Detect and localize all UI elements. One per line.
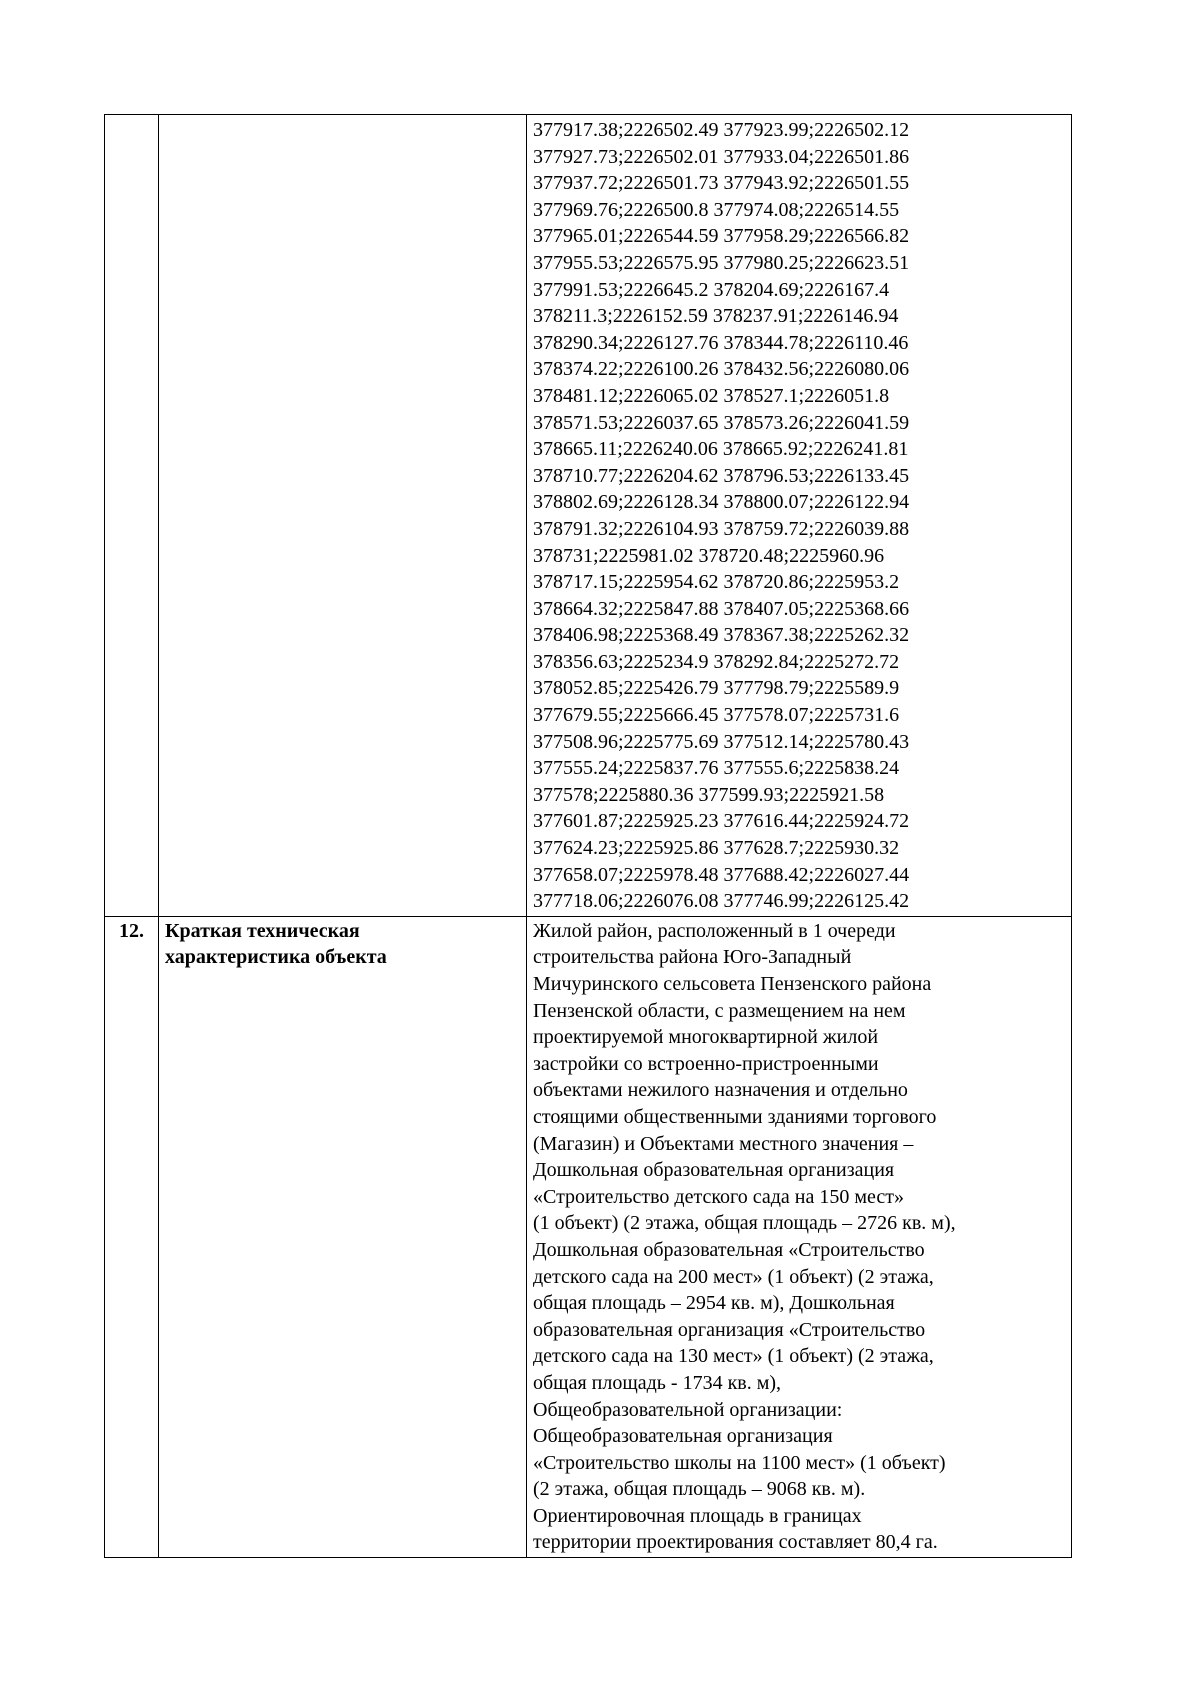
description-line: Пензенской области, с размещением на нем [533,999,906,1022]
row-name-cell [159,916,527,1557]
description-line: общая площадь – 2954 кв. м), Дошкольная [533,1292,895,1315]
coordinate-line: 377679.55;2225666.45 377578.07;2225731.6 [533,704,900,727]
coordinate-line: 378481.12;2226065.02 378527.1;2226051.8 [533,384,890,407]
coordinate-line: 377624.23;2225925.86 377628.7;2225930.32 [533,837,900,860]
coordinate-line: 378791.32;2226104.93 378759.72;2226039.88 [533,517,910,540]
coordinate-line: 378290.34;2226127.76 378344.78;2226110.46 [533,331,909,354]
coordinate-line: 377658.07;2225978.48 377688.42;2226027.44 [533,863,910,886]
coordinate-line: 377917.38;2226502.49 377923.99;2226502.12 [533,119,910,141]
coordinate-line: 378211.3;2226152.59 378237.91;2226146.94 [533,305,899,328]
description-line: детского сада на 130 мест» (1 объект) (2 этажа, [533,1345,934,1368]
coordinate-line: 377965.01;2226544.59 377958.29;2226566.82 [533,225,910,248]
row-number-cell: 12. [105,916,159,1557]
description-line: строительства района Юго-Западный [533,946,852,969]
coordinate-line: 378052.85;2225426.79 377798.79;2225589.9 [533,677,900,700]
coordinate-line: 377991.53;2226645.2 378204.69;2226167.4 [533,278,890,301]
coordinate-line: 377555.24;2225837.76 377555.6;2225838.24 [533,757,900,780]
table-row-coordinates [105,115,1072,917]
coordinate-line: 378717.15;2225954.62 378720.86;2225953.2 [533,571,900,594]
description-line: (2 этажа, общая площадь – 9068 кв. м). [533,1478,866,1501]
table-row-technical-characteristics [105,916,1072,1557]
coordinate-line: 378665.11;2226240.06 378665.92;2226241.81 [533,438,909,461]
coordinate-line: 378406.98;2225368.49 378367.38;2225262.32 [533,624,910,647]
coordinate-line: 378571.53;2226037.65 378573.26;2226041.59 [533,411,910,434]
description-line: Мичуринского сельсовета Пензенского района [533,973,932,995]
description-line: «Строительство детского сада на 150 мест» [533,1185,905,1208]
coordinate-line: 377927.73;2226502.01 377933.04;2226501.86 [533,145,910,168]
description-line: образовательная организация «Строительство [533,1318,926,1341]
coordinate-line: 377955.53;2226575.95 377980.25;2226623.51 [533,251,910,274]
description-line: «Строительство школы на 1100 мест» (1 объект) [533,1451,946,1474]
row-name-line: характеристика объекта [165,946,387,969]
row-name-line: Краткая техническая [165,919,360,942]
description-line: Жилой район, расположенный в 1 очереди [533,919,896,942]
coordinate-line: 377578;2225880.36 377599.93;2225921.58 [533,783,885,806]
description-line: (1 объект) (2 этажа, общая площадь – 2726 кв. м), [533,1212,956,1235]
coordinate-line: 378356.63;2225234.9 378292.84;2225272.72 [533,650,900,673]
description-line: территории проектирования составляет 80,4 га. [533,1531,938,1554]
coordinate-line: 377969.76;2226500.8 377974.08;2226514.55 [533,198,900,221]
coordinate-line: 377937.72;2226501.73 377943.92;2226501.55 [533,172,910,195]
coordinate-line: 378731;2225981.02 378720.48;2225960.96 [533,544,885,567]
description-line: стоящими общественными зданиями торгового [533,1105,937,1128]
description-line: (Магазин) и Объектами местного значения – [533,1132,914,1155]
coordinate-line: 378710.77;2226204.62 378796.53;2226133.45 [533,464,910,487]
description-line: Дошкольная образовательная «Строительство [533,1238,925,1261]
coordinates-cell [527,115,1072,917]
coordinate-line: 378374.22;2226100.26 378432.56;2226080.06 [533,358,910,381]
description-line: объектами нежилого назначения и отдельно [533,1079,908,1102]
coordinate-line: 377718.06;2226076.08 377746.99;2226125.42 [533,890,910,913]
description-line: застройки со встроенно-пристроенными [533,1052,879,1075]
document-table [104,114,1072,1558]
coordinate-line: 377508.96;2225775.69 377512.14;2225780.43 [533,730,910,753]
row-number-cell [105,115,159,917]
description-line: проектируемой многоквартирной жилой [533,1026,879,1049]
description-line: детского сада на 200 мест» (1 объект) (2 этажа, [533,1265,934,1288]
coordinate-line: 378802.69;2226128.34 378800.07;2226122.94 [533,491,910,514]
description-line: Ориентировочная площадь в границах [533,1504,862,1527]
description-line: общая площадь - 1734 кв. м), [533,1371,782,1394]
coordinate-line: 378664.32;2225847.88 378407.05;2225368.66 [533,597,910,620]
description-line: Общеобразовательной организации: [533,1398,843,1421]
description-line: Общеобразовательная организация [533,1425,833,1448]
row-name-cell [159,115,527,917]
coordinate-line: 377601.87;2225925.23 377616.44;2225924.72 [533,810,910,833]
description-cell [527,916,1072,1557]
description-line: Дошкольная образовательная организация [533,1159,895,1182]
